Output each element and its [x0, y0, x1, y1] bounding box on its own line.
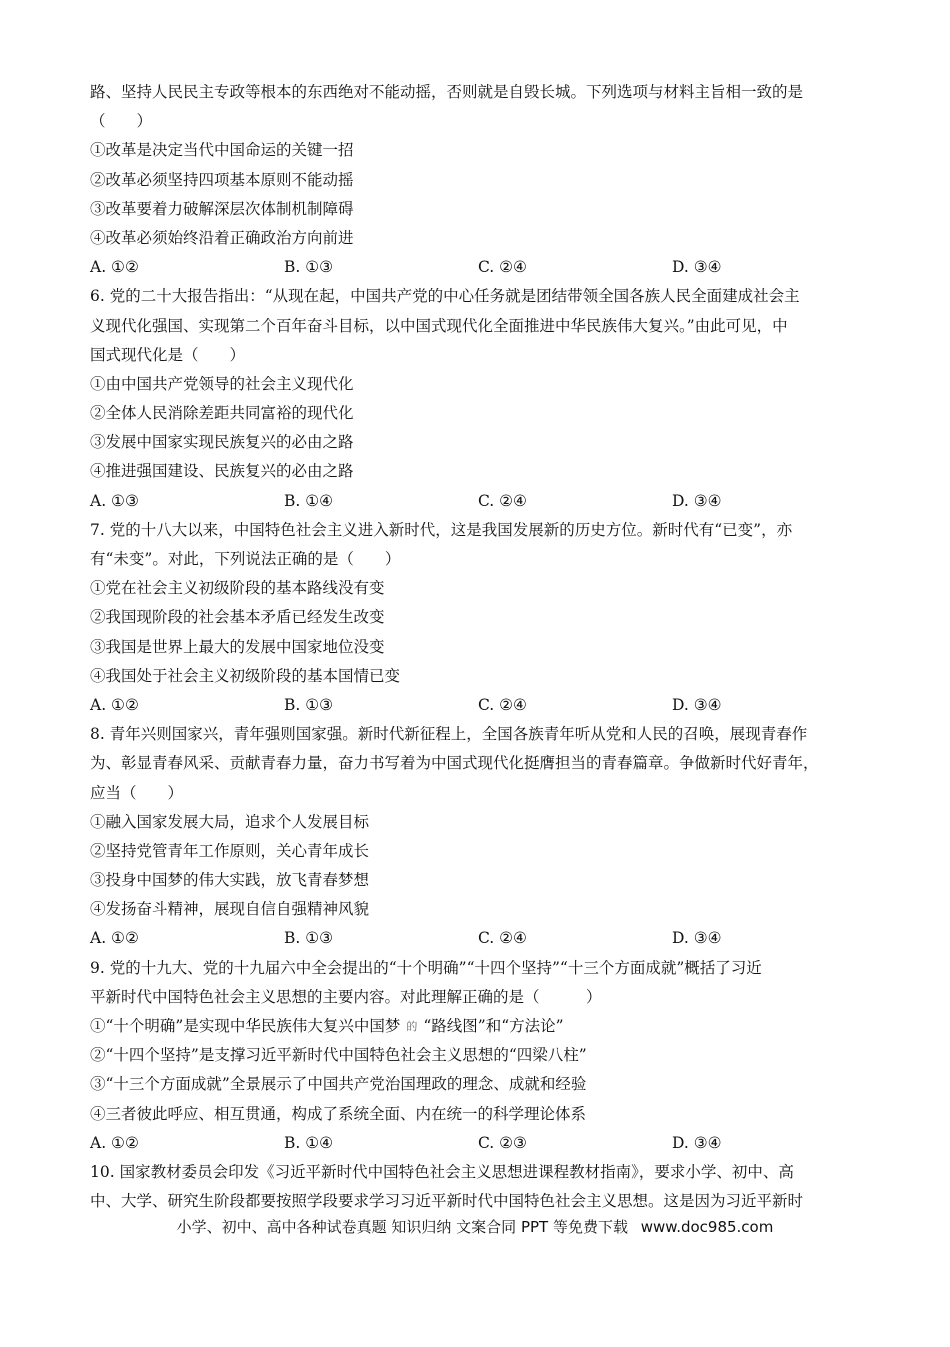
footer-link[interactable]: www.doc985.com: [640, 1218, 774, 1236]
option-d: D. ③④: [672, 1133, 722, 1152]
question-6-stem-line-2: 义现代化强国、实现第二个百年奋斗目标，以中国式现代化全面推进中华民族伟大复兴。”由此可见，中: [90, 316, 788, 335]
question-8-options: [90, 924, 870, 953]
question-8-stem-line-2: 为、彰显青春风采、贡献青春力量，奋力书写着为中国式现代化挺膺担当的青春篇章。争做新时代好青年，: [90, 754, 819, 773]
question-7-stem-line-1: 7. 党的十八大以来，中国特色社会主义进入新时代，这是我国发展新的历史方位。新时代有“已变”，亦: [90, 520, 793, 539]
question-10-stem-line-2: 中、大学、研究生阶段都要按照学段要求学习习近平新时代中国特色社会主义思想。这是因为习近平新时: [90, 1192, 804, 1211]
option-c: C. ②③: [478, 1133, 527, 1152]
question-5-item-2: ②改革必须坚持四项基本原则不能动摇: [90, 170, 354, 189]
option-b: B. ①③: [284, 258, 334, 277]
question-8-item-4: ④发扬奋斗精神，展现自信自强精神风貌: [90, 900, 370, 919]
question-7-item-1: ①党在社会主义初级阶段的基本路线没有变: [90, 579, 385, 598]
question-5-answer-paren: （ ）: [90, 112, 153, 131]
option-b: B. ①④: [284, 491, 334, 510]
option-d: D. ③④: [672, 258, 722, 277]
question-7-item-4: ④我国处于社会主义初级阶段的基本国情已变: [90, 666, 401, 685]
question-6-item-2: ②全体人民消除差距共同富裕的现代化: [90, 404, 354, 423]
option-a: A. ①②: [90, 695, 139, 714]
question-6-item-1: ①由中国共产党领导的社会主义现代化: [90, 374, 354, 393]
option-b: B. ①③: [284, 929, 334, 948]
option-a: A. ①②: [90, 258, 139, 277]
question-6-item-4: ④推进强国建设、民族复兴的必由之路: [90, 462, 354, 481]
question-5-item-1: ①改革是决定当代中国命运的关键一招: [90, 141, 354, 160]
option-d: D. ③④: [672, 929, 722, 948]
question-7: [90, 516, 870, 720]
question-5-options: [90, 253, 870, 282]
question-9-item-1-mark: 的: [406, 1020, 418, 1033]
question-9-item-2: ②“十四个坚持”是支撑习近平新时代中国特色社会主义思想的“四梁八柱”: [90, 1046, 587, 1065]
option-b: B. ①④: [284, 1133, 334, 1152]
option-d: D. ③④: [672, 695, 722, 714]
question-5-item-4: ④改革必须始终沿着正确政治方向前进: [90, 228, 354, 247]
question-8-stem-line-1: 8. 青年兴则国家兴，青年强则国家强。新时代新征程上，全国各族青年听从党和人民的召唤，展现青春作: [90, 725, 808, 744]
question-9: [90, 954, 870, 1158]
option-a: A. ①②: [90, 929, 139, 948]
question-6-stem-line-1: 6. 党的二十大报告指出：“从现在起，中国共产党的中心任务就是团结带领全国各族人民全面建成社会主: [90, 287, 800, 306]
option-b: B. ①③: [284, 695, 334, 714]
option-c: C. ②④: [478, 929, 527, 948]
option-d: D. ③④: [672, 491, 722, 510]
question-10-stem-line-1: 10. 国家教材委员会印发《习近平新时代中国特色社会主义思想进课程教材指南》，要求小学、初中、高: [90, 1162, 794, 1181]
question-6-stem-line-3: 国式现代化是（ ）: [90, 345, 246, 364]
option-c: C. ②④: [478, 695, 527, 714]
option-c: C. ②④: [478, 258, 527, 277]
question-6-item-3: ③发展中国家实现民族复兴的必由之路: [90, 433, 354, 452]
question-6-options: [90, 487, 870, 516]
question-7-item-3: ③我国是世界上最大的发展中国家地位没变: [90, 637, 385, 656]
page-footer: [0, 1216, 950, 1238]
question-8-item-2: ②坚持党管青年工作原则，关心青年成长: [90, 841, 370, 860]
question-10: [90, 1158, 870, 1216]
option-c: C. ②④: [478, 491, 527, 510]
question-8-item-3: ③投身中国梦的伟大实践，放飞青春梦想: [90, 871, 370, 890]
question-5-stem: 路、坚持人民民主专政等根本的东西绝对不能动摇，否则就是自毁长城。下列选项与材料主旨相一致的是: [90, 83, 804, 101]
question-9-stem-line-2: 平新时代中国特色社会主义思想的主要内容。对此理解正确的是（ ）: [90, 987, 602, 1006]
option-a: A. ①②: [90, 1133, 139, 1152]
question-5-item-3: ③改革要着力破解深层次体制机制障碍: [90, 199, 354, 218]
option-a: A. ①③: [90, 491, 139, 510]
question-7-options: [90, 691, 870, 720]
question-8: [90, 720, 870, 954]
question-9-item-1-part-b: “路线图”和“方法论”: [423, 1017, 564, 1035]
question-8-item-1: ①融入国家发展大局，追求个人发展目标: [90, 812, 370, 831]
exam-page: [90, 78, 870, 1216]
question-8-stem-line-3: 应当（ ）: [90, 783, 184, 802]
footer-text: 小学、初中、高中各种试卷真题 知识归纳 文案合同 PPT 等免费下载: [176, 1218, 628, 1236]
question-9-item-1-part-a: ①“十个明确”是实现中华民族伟大复兴中国梦: [90, 1017, 401, 1035]
question-9-stem-line-1: 9. 党的十九大、党的十九届六中全会提出的“十个明确”“十四个坚持”“十三个方面成就”概括了习近: [90, 958, 762, 977]
question-7-item-2: ②我国现阶段的社会基本矛盾已经发生改变: [90, 608, 385, 627]
question-6: [90, 282, 870, 516]
question-9-item-3: ③“十三个方面成就”全景展示了中国共产党治国理政的理念、成就和经验: [90, 1075, 587, 1094]
question-7-stem-line-2: 有“未变”。对此，下列说法正确的是（ ）: [90, 550, 401, 568]
question-9-item-1: [90, 1012, 870, 1041]
question-9-options: [90, 1129, 870, 1158]
question-9-item-4: ④三者彼此呼应、相互贯通，构成了系统全面、内在统一的科学理论体系: [90, 1104, 587, 1123]
question-5: [90, 78, 870, 282]
